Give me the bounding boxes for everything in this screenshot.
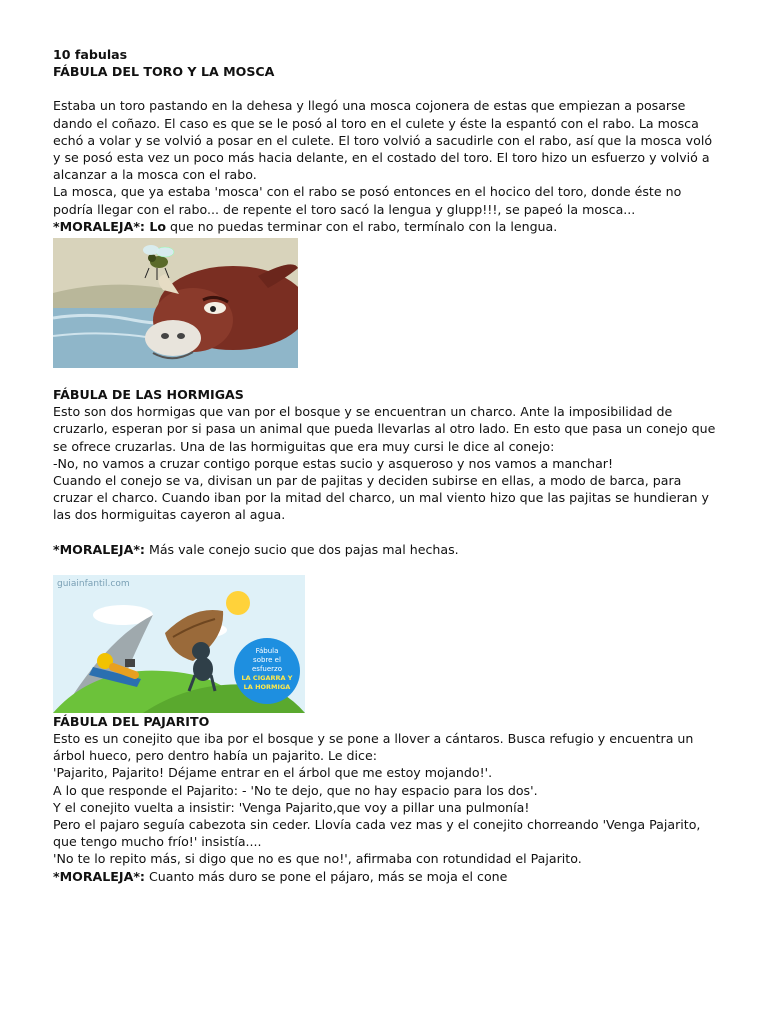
moral-label: *MORALEJA*: Lo bbox=[53, 218, 167, 234]
cicada-and-ant-illustration bbox=[53, 575, 305, 713]
badge-line-2: sobre el bbox=[253, 655, 281, 664]
moral-text: Cuanto más duro se pone el pájaro, más se moja el cone bbox=[144, 868, 508, 884]
fable2-paragraph-3: Cuando el conejo se va, divisan un par de pajitas y deciden subirse en ellas, a modo de barca, para cruzar el charco. Cuando iban por la mitad del charco, un mal viento hizo que las pajitas se hundieran y las dos hormiguitas cayeron al agua. bbox=[53, 473, 709, 523]
fable3-paragraph-1: Esto es un conejito que iba por el bosque y se pone a llover a cántaros. Busca refugio y encuentra un árbol hueco, pero dentro había un pajarito. Le dice: bbox=[53, 731, 694, 764]
moral-text: Más vale conejo sucio que dos pajas mal hechas. bbox=[144, 541, 459, 557]
fable3-paragraph-6: 'No te lo repito más, si digo que no es que no!', afirmaba con rotundidad el Pajarito. bbox=[53, 851, 582, 867]
fable3-paragraph-2: 'Pajarito, Pajarito! Déjame entrar en el árbol que me estoy mojando!'. bbox=[53, 765, 493, 781]
badge-line-5: LA HORMIGA bbox=[243, 682, 291, 691]
moral-text: que no puedas terminar con el rabo, termínalo con la lengua. bbox=[166, 218, 558, 234]
fable1-moral bbox=[53, 218, 723, 235]
spacer bbox=[53, 80, 723, 97]
fable1-title: FÁBULA DEL TORO Y LA MOSCA bbox=[53, 64, 275, 80]
fable3-paragraph-3: A lo que responde el Pajarito: - 'No te dejo, que no hay espacio para los dos'. bbox=[53, 782, 538, 798]
fable3-moral bbox=[53, 868, 723, 885]
bull-and-fly-illustration bbox=[53, 238, 298, 368]
document-page bbox=[53, 46, 723, 885]
moral-label: *MORALEJA*: bbox=[53, 541, 145, 557]
fable1-paragraph-1: Estaba un toro pastando en la dehesa y llegó una mosca cojonera de estas que empiezan a posarse dando el coñazo. El caso es que se le posó al toro en el culete y éste la espantó con el rabo. La mosca echó a volar y se volvió a posar en el culete. El toro volvió a sacudirle con el rabo, así que la mosca voló y se posó esta vez un poco más hacia delante, en el costado del toro. El toro hizo un esfuerzo y volvió a alcanzar a la mosca con el rabo. bbox=[53, 98, 713, 183]
moral-label: *MORALEJA*: bbox=[53, 868, 145, 884]
document-heading: 10 fabulas bbox=[53, 47, 128, 62]
fable2-moral bbox=[53, 541, 723, 558]
fable3-paragraph-4: Y el conejito vuelta a insistir: 'Venga Pajarito,que voy a pillar una pulmonía! bbox=[53, 799, 530, 815]
badge-line-3: esfuerzo bbox=[252, 664, 282, 673]
badge-line-4: LA CIGARRA Y bbox=[241, 673, 293, 682]
image-watermark: guiainfantil.com bbox=[57, 578, 130, 589]
fable2-paragraph-2: -No, no vamos a cruzar contigo porque estas sucio y asqueroso y nos vamos a manchar! bbox=[53, 455, 614, 471]
fable2-paragraph-1: Esto son dos hormigas que van por el bosque y se encuentran un charco. Ante la imposibilidad de cruzarlo, esperan por si pasa un animal que pueda llevarlas al otro lado. En esto que pasa un conejo que se ofrece cruzarlas. Una de las hormiguitas que era muy cursi le dice al conejo: bbox=[53, 404, 716, 454]
fable3-paragraph-5: Pero el pajaro seguía cabezota sin ceder. Llovía cada vez mas y el conejito chorreando 'Venga Pajarito, que tengo mucho frío!' insistía.... bbox=[53, 817, 701, 850]
fable2-title: FÁBULA DE LAS HORMIGAS bbox=[53, 387, 244, 403]
fable3-title: FÁBULA DEL PAJARITO bbox=[53, 713, 210, 729]
badge-line-1: Fábula bbox=[255, 646, 279, 655]
fable1-paragraph-2: La mosca, que ya estaba 'mosca' con el rabo se posó entonces en el hocico del toro, donde éste no podría llegar con el rabo... de repente el toro sacó la lengua y glupp!!!, se papeó la mosca... bbox=[53, 184, 682, 217]
